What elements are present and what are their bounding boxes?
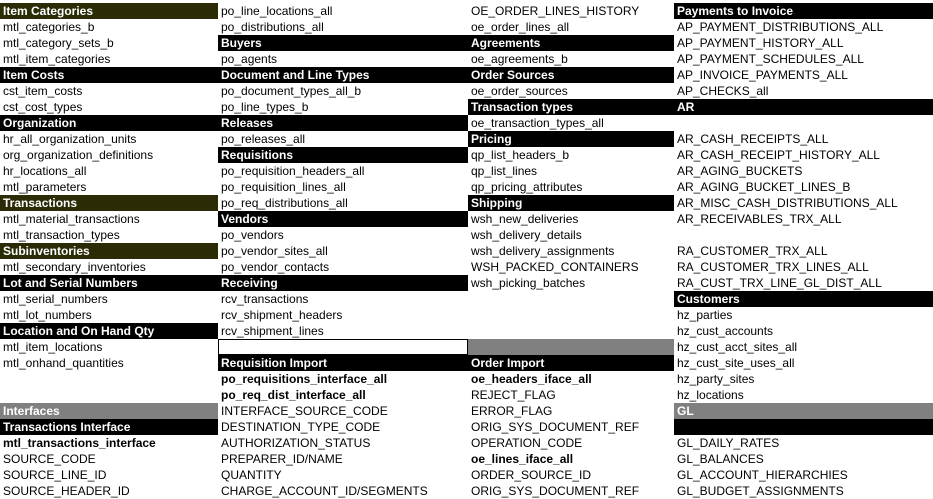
table-cell[interactable]: WSH_PACKED_CONTAINERS (471, 260, 639, 274)
table-cell[interactable]: GL_BALANCES (677, 452, 764, 466)
table-cell[interactable]: OE_ORDER_LINES_HISTORY (471, 4, 640, 18)
section-header-cell[interactable]: Requisition Import (218, 355, 468, 371)
table-cell[interactable]: AR_MISC_CASH_DISTRIBUTIONS_ALL (677, 196, 898, 210)
table-cell[interactable]: AR_CASH_RECEIPTS_ALL (677, 132, 829, 146)
table-cell[interactable] (674, 115, 933, 131)
table-cell[interactable]: DESTINATION_TYPE_CODE (221, 420, 381, 434)
table-cell[interactable]: mtl_secondary_inventories (3, 260, 146, 274)
table-cell[interactable]: po_vendors (221, 228, 284, 242)
section-header-cell[interactable]: Location and On Hand Qty (0, 323, 218, 339)
section-header-cell[interactable]: Item Categories (0, 3, 218, 19)
table-cell[interactable] (0, 387, 218, 403)
table-cell[interactable]: po_requisition_lines_all (221, 180, 346, 194)
table-cell[interactable]: hr_locations_all (3, 164, 87, 178)
table-cell[interactable]: PREPARER_ID/NAME (221, 452, 343, 466)
section-header-cell[interactable]: Transactions (0, 195, 218, 211)
table-cell[interactable]: GL_BUDGET_ASSIGNMENTS (677, 484, 844, 498)
table-cell[interactable]: oe_order_sources (471, 84, 568, 98)
table-cell[interactable]: SOURCE_HEADER_ID (3, 484, 130, 498)
table-cell[interactable]: REJECT_FLAG (471, 388, 556, 402)
table-cell[interactable]: ORDER_SOURCE_ID (471, 468, 592, 482)
section-header-cell[interactable]: Transactions Interface (0, 419, 218, 435)
table-cell[interactable]: mtl_item_categories (3, 52, 111, 66)
table-cell[interactable]: po_vendor_sites_all (221, 244, 328, 258)
section-header-cell[interactable]: Customers (674, 291, 933, 307)
table-cell[interactable]: po_requisitions_interface_all (221, 372, 388, 386)
section-header-cell[interactable]: Organization (0, 115, 218, 131)
table-cell[interactable]: ORIG_SYS_DOCUMENT_REF (471, 484, 640, 498)
section-header-cell[interactable]: Pricing (468, 131, 674, 147)
table-cell[interactable]: rcv_shipment_headers (221, 308, 343, 322)
section-header-cell[interactable] (674, 419, 933, 435)
table-cell[interactable]: INTERFACE_SOURCE_CODE (221, 404, 388, 418)
section-header-cell[interactable]: Releases (218, 115, 468, 131)
table-cell[interactable]: oe_lines_iface_all (471, 452, 574, 466)
table-cell[interactable]: rcv_transactions (221, 292, 309, 306)
table-cell[interactable]: cst_cost_types (3, 100, 83, 114)
table-cell[interactable]: mtl_transaction_types (3, 228, 120, 242)
table-cell[interactable] (674, 227, 933, 243)
table-cell[interactable]: po_vendor_contacts (221, 260, 330, 274)
table-cell[interactable] (468, 323, 674, 339)
table-cell[interactable]: mtl_category_sets_b (3, 36, 114, 50)
table-cell[interactable]: mtl_item_locations (3, 340, 103, 354)
table-cell[interactable]: qp_list_lines (471, 164, 538, 178)
table-cell[interactable]: AR_AGING_BUCKET_LINES_B (677, 180, 851, 194)
table-cell[interactable]: RA_CUSTOMER_TRX_LINES_ALL (677, 260, 869, 274)
table-cell[interactable]: AUTHORIZATION_STATUS (221, 436, 371, 450)
table-cell[interactable]: po_requisition_headers_all (221, 164, 365, 178)
table-cell[interactable]: wsh_new_deliveries (471, 212, 579, 226)
table-cell[interactable]: mtl_serial_numbers (3, 292, 108, 306)
table-cell[interactable]: AR_AGING_BUCKETS (677, 164, 803, 178)
section-header-cell[interactable]: Lot and Serial Numbers (0, 275, 218, 291)
table-cell[interactable]: AP_CHECKS_all (677, 84, 769, 98)
section-header-cell[interactable]: Agreements (468, 35, 674, 51)
table-cell[interactable]: po_line_types_b (221, 100, 309, 114)
section-header-cell[interactable]: Buyers (218, 35, 468, 51)
table-cell[interactable]: rcv_shipment_lines (221, 324, 324, 338)
section-header-cell[interactable]: Document and Line Types (218, 67, 468, 83)
table-cell[interactable]: hz_cust_site_uses_all (677, 356, 795, 370)
table-cell[interactable]: SOURCE_LINE_ID (3, 468, 107, 482)
table-cell[interactable]: po_agents (221, 52, 278, 66)
table-cell[interactable]: wsh_delivery_details (471, 228, 582, 242)
table-cell[interactable] (468, 339, 674, 355)
table-cell[interactable]: OPERATION_CODE (471, 436, 583, 450)
table-cell[interactable]: po_req_dist_interface_all (221, 388, 366, 402)
section-header-cell[interactable]: Order Sources (468, 67, 674, 83)
table-cell[interactable]: org_organization_definitions (3, 148, 154, 162)
table-cell[interactable]: hz_party_sites (677, 372, 755, 386)
table-cell[interactable]: wsh_picking_batches (471, 276, 586, 290)
table-cell[interactable] (218, 339, 468, 355)
section-header-cell[interactable]: AR (674, 99, 933, 115)
section-header-cell[interactable]: GL (674, 403, 933, 419)
table-cell[interactable]: AP_PAYMENT_DISTRIBUTIONS_ALL (677, 20, 884, 34)
section-header-cell[interactable]: Shipping (468, 195, 674, 211)
table-cell[interactable]: AR_CASH_RECEIPT_HISTORY_ALL (677, 148, 880, 162)
table-cell[interactable]: mtl_categories_b (3, 20, 95, 34)
table-cell[interactable]: mtl_lot_numbers (3, 308, 92, 322)
section-header-cell[interactable]: Subinventories (0, 243, 218, 259)
table-cell[interactable]: GL_ACCOUNT_HIERARCHIES (677, 468, 848, 482)
table-cell[interactable]: oe_transaction_types_all (471, 116, 604, 130)
table-cell[interactable]: mtl_transactions_interface (3, 436, 156, 450)
table-cell[interactable]: mtl_material_transactions (3, 212, 140, 226)
table-cell[interactable]: SOURCE_CODE (3, 452, 96, 466)
spreadsheet-grid (0, 3, 933, 499)
table-cell[interactable]: GL_DAILY_RATES (677, 436, 780, 450)
table-cell[interactable]: AP_PAYMENT_HISTORY_ALL (677, 36, 844, 50)
table-cell[interactable] (468, 307, 674, 323)
table-cell[interactable]: mtl_parameters (3, 180, 87, 194)
table-cell[interactable]: oe_agreements_b (471, 52, 568, 66)
table-cell[interactable]: AP_PAYMENT_SCHEDULES_ALL (677, 52, 864, 66)
table-cell[interactable]: hz_parties (677, 308, 733, 322)
section-header-cell[interactable]: Order Import (468, 355, 674, 371)
table-cell[interactable]: hz_cust_accounts (677, 324, 774, 338)
table-cell[interactable]: QUANTITY (221, 468, 282, 482)
table-cell[interactable]: ORIG_SYS_DOCUMENT_REF (471, 420, 640, 434)
table-cell[interactable]: ERROR_FLAG (471, 404, 553, 418)
table-cell[interactable]: qp_list_headers_b (471, 148, 570, 162)
section-header-cell[interactable]: Transaction types (468, 99, 674, 115)
table-cell[interactable]: po_document_types_all_b (221, 84, 362, 98)
table-cell[interactable]: RA_CUSTOMER_TRX_ALL (677, 244, 828, 258)
table-cell[interactable]: qp_pricing_attributes (471, 180, 583, 194)
section-header-cell[interactable]: Receiving (218, 275, 468, 291)
section-header-cell[interactable]: Item Costs (0, 67, 218, 83)
table-cell[interactable]: cst_item_costs (3, 84, 83, 98)
table-cell[interactable]: hz_cust_acct_sites_all (677, 340, 798, 354)
table-cell[interactable]: CHARGE_ACCOUNT_ID/SEGMENTS (221, 484, 428, 498)
section-header-cell[interactable]: Payments to Invoice (674, 3, 933, 19)
table-cell[interactable]: AR_RECEIVABLES_TRX_ALL (677, 212, 842, 226)
table-cell[interactable]: AP_INVOICE_PAYMENTS_ALL (677, 68, 848, 82)
section-header-cell[interactable]: Vendors (218, 211, 468, 227)
table-cell[interactable]: RA_CUST_TRX_LINE_GL_DIST_ALL (677, 276, 882, 290)
table-cell[interactable]: wsh_delivery_assignments (471, 244, 615, 258)
table-cell[interactable]: oe_headers_iface_all (471, 372, 592, 386)
table-cell[interactable] (0, 371, 218, 387)
table-cell[interactable] (468, 291, 674, 307)
table-cell[interactable]: po_req_distributions_all (221, 196, 348, 210)
section-header-cell[interactable]: Interfaces (0, 403, 218, 419)
section-header-cell[interactable]: Requisitions (218, 147, 468, 163)
table-cell[interactable]: po_line_locations_all (221, 4, 333, 18)
table-cell[interactable]: mtl_onhand_quantities (3, 356, 124, 370)
table-cell[interactable]: po_distributions_all (221, 20, 324, 34)
table-cell[interactable]: po_releases_all (221, 132, 306, 146)
table-cell[interactable]: hz_locations (677, 388, 744, 402)
table-cell[interactable]: hr_all_organization_units (3, 132, 137, 146)
table-cell[interactable]: oe_order_lines_all (471, 20, 570, 34)
